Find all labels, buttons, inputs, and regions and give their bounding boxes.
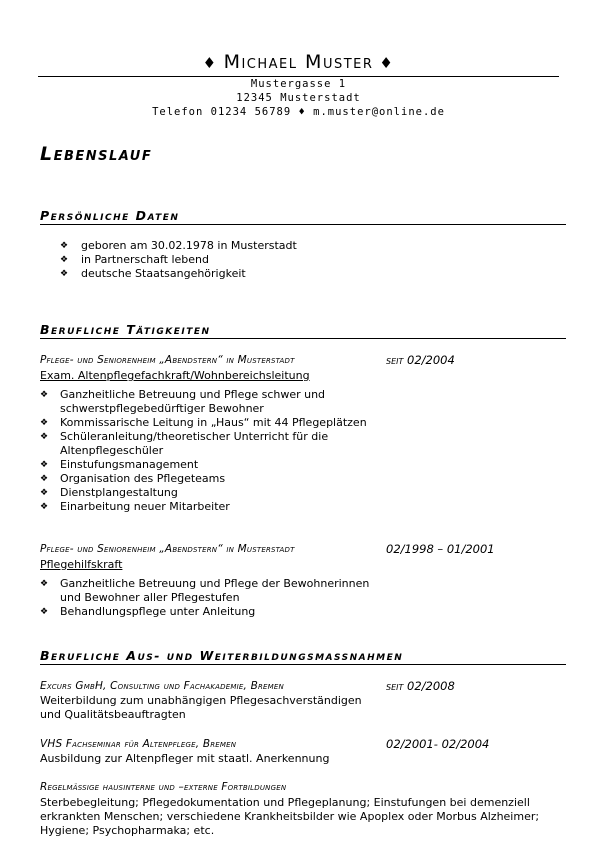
- job-employer: Pflege- und Seniorenheim „Abendstern“ in Musterstadt: [40, 543, 295, 555]
- list-item: ❖ Schüleranleitung/theoretischer Unterricht für die Altenpflegeschüler: [40, 430, 370, 458]
- list-item: ❖ in Partnerschaft lebend: [60, 253, 297, 267]
- applicant-name: Michael Muster: [223, 51, 374, 73]
- job-employer: Pflege- und Seniorenheim „Abendstern“ in Musterstadt: [40, 354, 295, 366]
- training-description: Sterbebegleitung; Pflegedokumentation und Pflegeplanung; Einstufungen bei demenziell erkrankten Menschen; verschiedene Krankheitsbilder wie Apoplex oder Morbus Alzheimer; Hygiene; Psychopharmaka; etc.: [40, 796, 540, 837]
- diamond-icon: ♦: [379, 54, 395, 72]
- education-institution: Excurs GmbH, Consulting und Fachakademie, Bremen: [40, 680, 284, 692]
- job-period: seit 02/2004: [386, 353, 455, 367]
- list-item: ❖ Ganzheitliche Betreuung und Pflege der Bewohnerinnen und Bewohner aller Pflegestufen: [40, 577, 370, 605]
- street: Mustergasse 1: [250, 78, 347, 90]
- section-personal-heading: Persönliche Daten: [40, 208, 566, 225]
- list-item: ❖ Organisation des Pflegeteams: [40, 472, 370, 486]
- list-item: ❖ Einarbeitung neuer Mitarbeiter: [40, 500, 370, 514]
- education-description: Ausbildung zur Altenpfleger mit staatl. Anerkennung: [40, 752, 330, 765]
- list-item: ❖ deutsche Staatsangehörigkeit: [60, 267, 297, 281]
- city: 12345 Musterstadt: [236, 92, 361, 104]
- document-title: Lebenslauf: [40, 143, 153, 165]
- job-role: Pflegehilfskraft: [40, 558, 123, 571]
- education-description: Weiterbildung zum unabhängigen Pflegesachverständigen und Qualitätsbeauftragten: [40, 694, 362, 721]
- training-heading: Regelmässige hausinterne und –externe Fortbildungen: [40, 781, 287, 793]
- list-item: ❖ geboren am 30.02.1978 in Musterstadt: [60, 239, 297, 253]
- personal-data-list: [60, 239, 297, 281]
- job-task-list: [40, 388, 370, 514]
- list-item: ❖ Behandlungspflege unter Anleitung: [40, 605, 370, 619]
- job-period: 02/1998 – 01/2001: [386, 542, 495, 556]
- education-period: 02/2001- 02/2004: [386, 737, 490, 751]
- header-rule: [38, 76, 559, 77]
- applicant-name-line: [38, 50, 559, 75]
- education-institution: VHS Fachseminar für Altenpflege, Bremen: [40, 738, 237, 750]
- list-item: ❖ Dienstplangestaltung: [40, 486, 370, 500]
- job-task-list: [40, 577, 370, 619]
- list-item: ❖ Einstufungsmanagement: [40, 458, 370, 472]
- job-role: Exam. Altenpflegefachkraft/Wohnbereichsleitung: [40, 369, 310, 382]
- education-period: seit 02/2008: [386, 679, 455, 693]
- contact-line: Telefon 01234 56789 ♦ m.muster@online.de: [152, 106, 445, 118]
- list-item: ❖ Ganzheitliche Betreuung und Pflege schwer und schwerstpflegebedürftiger Bewohner: [40, 388, 370, 416]
- section-education-heading: Berufliche Aus- und Weiterbildungsmassnahmen: [40, 648, 566, 665]
- list-item: ❖ Kommissarische Leitung in „Haus“ mit 44 Pflegeplätzen: [40, 416, 370, 430]
- diamond-icon: ♦: [202, 54, 218, 72]
- section-work-heading: Berufliche Tätigkeiten: [40, 322, 566, 339]
- letterhead: [38, 50, 559, 119]
